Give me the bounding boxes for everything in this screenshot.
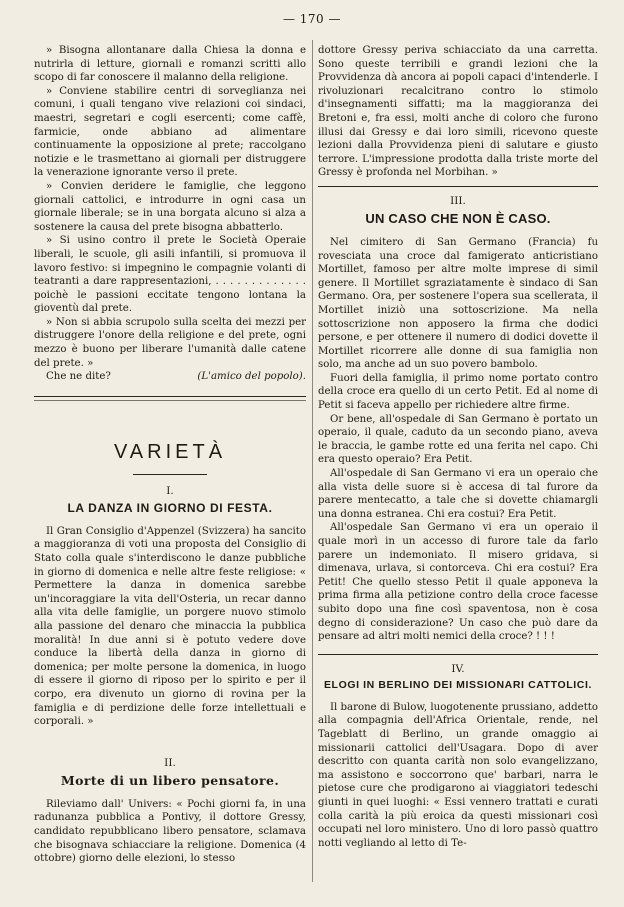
varieta-title: VARIETÀ xyxy=(113,440,227,463)
section-text: Il barone di Bulow, luogotenente prussiano, addetto alla compagnia dell'Africa Orientale, rende, nel Tageblatt di Berlino, un grande omaggio ai missionarii cattolici dell'Usagara. Dopo di aver descritto con quanta carità non solo evangelizzano, ma assistono e soccorrono que' barbari, narra le pietose cure che prodigarono ai viaggiatori tedeschi giunti in quei luoghi: « Essi vennero trattati e curati colla carità la più eroica da questi missionari così occupati nel loro ministero. Uno di loro passò quattro notti vegliando al letto di Te- xyxy=(318,701,598,849)
left-paragraph: » Convien deridere le famiglie, che leggono giornali cattolici, e introdurre in ogni casa un giornale liberale; se in una borgata alcuno si alza a sostenere la causa del prete bisogna abbatterlo. xyxy=(34,180,306,233)
section-number: I. xyxy=(166,484,174,497)
section-text: All'ospedale San Germano vi era un operaio il quale morì in un accesso di furore tale da farlo parere un indemoniato. Il misero gridava, si dimenava, urlava, si contorceva. Chi era costui? Era Petit! Che quello stesso Petit il quale apponeva la prima firma alla petizione contro della croce facesse subito dopo una fine così spaventosa, non è cosa degno di considerazione? Un caso che può dare da pensare ad altri molti nemici della croce? ! ! ! xyxy=(318,522,598,643)
section-text: All'ospedale di San Germano vi era un operaio che alla vista delle suore si è accesa di tal furore da parere mentecatto, a tale che si dovette chiamargli una donna estranea. Chi era costui? Era Petit. xyxy=(318,468,598,520)
left-column xyxy=(34,44,306,889)
section-rule xyxy=(318,654,598,655)
column-divider xyxy=(312,40,313,882)
section-rule xyxy=(318,186,598,187)
section-text: Rileviamo dall' Univers: « Pochi giorni fa, in una radunanza pubblica a Pontivy, il dottore Gressy, candidato repubblicano libero pensatore, sclamava che bisognava schiacciare la religione. Domenica (4 ottobre) giorno delle elezioni, lo stesso xyxy=(34,798,306,865)
section-text: Il Gran Consiglio d'Appenzel (Svizzera) ha sancito a maggioranza di voti una proposta del Consiglio di Stato colla quale s'interdiscono le danze pubbliche in giorno di domenica e nelle altre feste religiose: « Permettere la danza in domenica sarebbe un'incoraggiare la vita dell'Osteria, un recar danno alla vita delle famiglie, un porgere nuovo stimolo alla passione del denaro che minaccia la pubblica moralità! In due anni si è potuto vedere dove conduce la libertà della danza in giorno di domenica; per molte persone la domenica, in luogo di essere il giorno di riposo per lo spirito e per il corpo, era divenuto un giorno di rovina per la famiglia e di perdizione delle forze intellettuali e corporali. » xyxy=(34,525,306,728)
signature: (L'amico del popolo). xyxy=(197,371,306,383)
closing-question: Che ne dite? xyxy=(46,371,111,383)
right-column xyxy=(318,44,598,889)
section-title: ELOGI IN BERLINO DEI MISSIONARI CATTOLICI. xyxy=(323,678,593,691)
closing-line xyxy=(34,370,306,384)
section-title: UN CASO CHE NON È CASO. xyxy=(365,210,551,226)
left-paragraph: » Conviene stabilire centri di sorveglianza nei comuni, i quali tengano vive relazioni coi sindaci, maestri, segretari e cogli esercenti; come caffè, farmicie, onde abbiano ad alimentare continuamente la opposizione al prete; raccolgano notizie e le trasmettano ai giornali per distruggere la venerazione ignorante verso il prete. xyxy=(34,85,306,179)
section-rule-thin xyxy=(34,400,306,401)
continued-text: dottore Gressy periva schiacciato da una carretta. Sono queste terribili e grandi lezioni che la Provvidenza dà ancora ai popoli capaci d'intenderle. I rivoluzionari recalcitrano contro lo stimolo d'insegnamenti siffatti; ma la maggioranza dei Bretoni e, fra essi, molti anche di coloro che furono illusi dai Gressy e dai loro simili, ricevono queste lezioni dalla Provvidenza pieni di salutare e giusto terrore. L'impressione prodotta dalla triste morte del Gressy è profonda nel Morbihan. » xyxy=(318,45,598,179)
section-rule xyxy=(34,396,306,397)
page-number: — 170 — xyxy=(282,12,342,26)
left-paragraph: » Si usino contro il prete le Società Operaie liberali, le scuole, gli asili infantili, si promuova il lavoro festivo: si impegnino le compagnie volanti di teatranti a dare rappresentazioni, . . . . . . . . . . . . . poichè le passioni eccitate tengono lontana la gioventù dal prete. xyxy=(34,235,306,315)
left-paragraph: » Bisogna allontanare dalla Chiesa la donna e nutrirla di letture, giornali e romanzi scritti allo scopo di far conoscere il malanno della religione. xyxy=(34,45,306,84)
section-title: LA DANZA IN GIORNO DI FESTA. xyxy=(67,500,273,515)
section-number: IV. xyxy=(451,662,465,675)
section-text: Or bene, all'ospedale di San Germano è portato un operaio, il quale, caduto da un secondo piano, aveva le braccia, le gambe rotte ed una ferita nel capo. Chi era questo operaio? Era Petit. xyxy=(318,413,598,466)
section-text: Fuori della famiglia, il primo nome portato contro della croce era quello di un certo Petit. Ed al nome di Petit si faceva appello per richiedere altre firme. xyxy=(318,372,598,412)
section-text: Nel cimitero di San Germano (Francia) fu rovesciata una croce dal famigerato anticristiano Mortillet, famoso per altre molte imprese di simil genere. Il Mortillet sgraziatamente è sindaco di San Germano. Ora, per sostenere l'opera sua scellerata, il Mortillet iniziò una sottoscrizione. Ma nella sottoscrizione non apposero la firma che dodici persone, e per ottenere il numero di dodici dovette il Mortillet ricorrere alle donne di sua famiglia non solo, ma anche ad un suo povero bambolo. xyxy=(318,236,598,371)
section-title: Morte di un libero pensatore. xyxy=(60,772,280,788)
section-number: II. xyxy=(164,756,176,769)
left-paragraph: » Non si abbia scrupolo sulla scelta dei mezzi per distruggere l'onore della religione e del prete, ogni mezzo è buono per liberare l'umanità dalle catene del prete. » xyxy=(34,316,306,369)
section-number: III. xyxy=(450,194,466,207)
short-rule xyxy=(133,474,207,475)
